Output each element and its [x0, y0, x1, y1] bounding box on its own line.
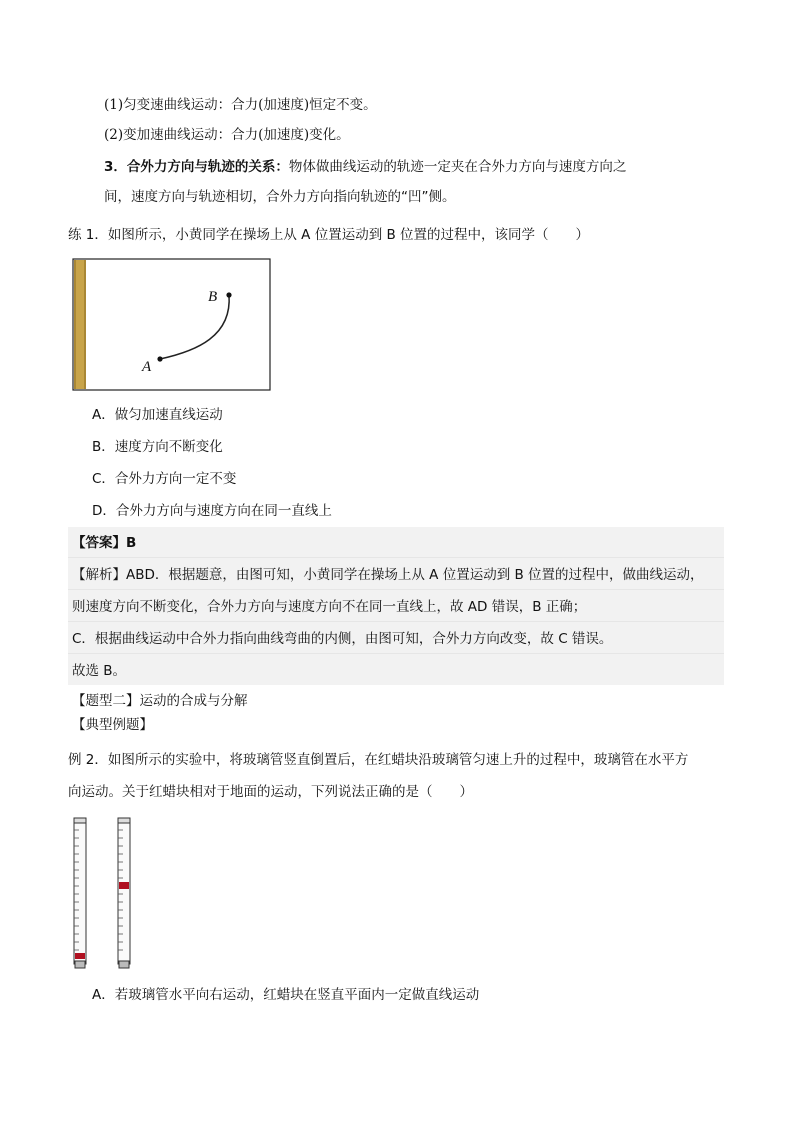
point-b-dot — [226, 292, 231, 297]
point3-title: 3．合外力方向与轨迹的关系： — [104, 159, 289, 175]
wax-block-right — [119, 882, 129, 889]
practice1-figure — [72, 258, 272, 392]
analysis-line-4: 故选 B。 — [72, 663, 127, 679]
example2-option-a: A．若玻璃管水平向右运动，红蜡块在竖直平面内一定做直线运动 — [92, 987, 480, 1003]
wall-strip — [74, 260, 86, 389]
option-a: A．做匀加速直线运动 — [92, 407, 223, 423]
example-heading: 【典型例题】 — [72, 717, 153, 733]
intro-point-3 — [104, 158, 626, 176]
label-b: B — [208, 289, 218, 305]
wax-block-left — [75, 953, 85, 959]
example2-question-a: 例 2．如图所示的实验中，将玻璃管竖直倒置后，在红蜡块沿玻璃管匀速上升的过程中，玻璃管在水平方 — [68, 752, 689, 768]
analysis-line-2: 则速度方向不断变化，合外力方向与速度方向不在同一直线上，故 AD 错误，B 正确； — [72, 599, 587, 615]
option-d: D．合外力方向与速度方向在同一直线上 — [92, 503, 332, 519]
analysis-line-3: C．根据曲线运动中合外力指向曲线弯曲的内侧，由图可知，合外力方向改变，故 C 错误。 — [72, 631, 613, 647]
label-a: A — [142, 359, 152, 375]
practice1-question: 练 1．如图所示，小黄同学在操场上从 A 位置运动到 B 位置的过程中，该同学（ ） — [68, 227, 590, 243]
glass-tube-right — [118, 818, 130, 968]
intro-item-2: (2)变加速曲线运动：合力(加速度)变化。 — [104, 127, 350, 143]
example2-question-b: 向运动。关于红蜡块相对于地面的运动，下列说法正确的是（ ） — [68, 784, 473, 800]
intro-item-1: (1)匀变速曲线运动：合力(加速度)恒定不变。 — [104, 97, 377, 113]
point3-text: 物体做曲线运动的轨迹一定夹在合外力方向与速度方向之 — [288, 159, 627, 175]
answer-text: 【答案】B — [72, 535, 137, 551]
glass-tube-left — [74, 818, 86, 968]
option-b: B．速度方向不断变化 — [92, 439, 223, 455]
point-a-dot — [157, 356, 162, 361]
intro-point-3-cont: 间，速度方向与轨迹相切，合外力方向指向轨迹的“凹”侧。 — [104, 189, 456, 205]
figure-frame — [73, 259, 270, 390]
analysis-line-1: 【解析】ABD．根据题意，由图可知，小黄同学在操场上从 A 位置运动到 B 位置的过程中，做曲线运动， — [72, 567, 704, 583]
option-c: C．合外力方向一定不变 — [92, 471, 237, 487]
tubes-figure — [70, 816, 150, 972]
type-heading: 【题型二】运动的合成与分解 — [72, 693, 248, 709]
